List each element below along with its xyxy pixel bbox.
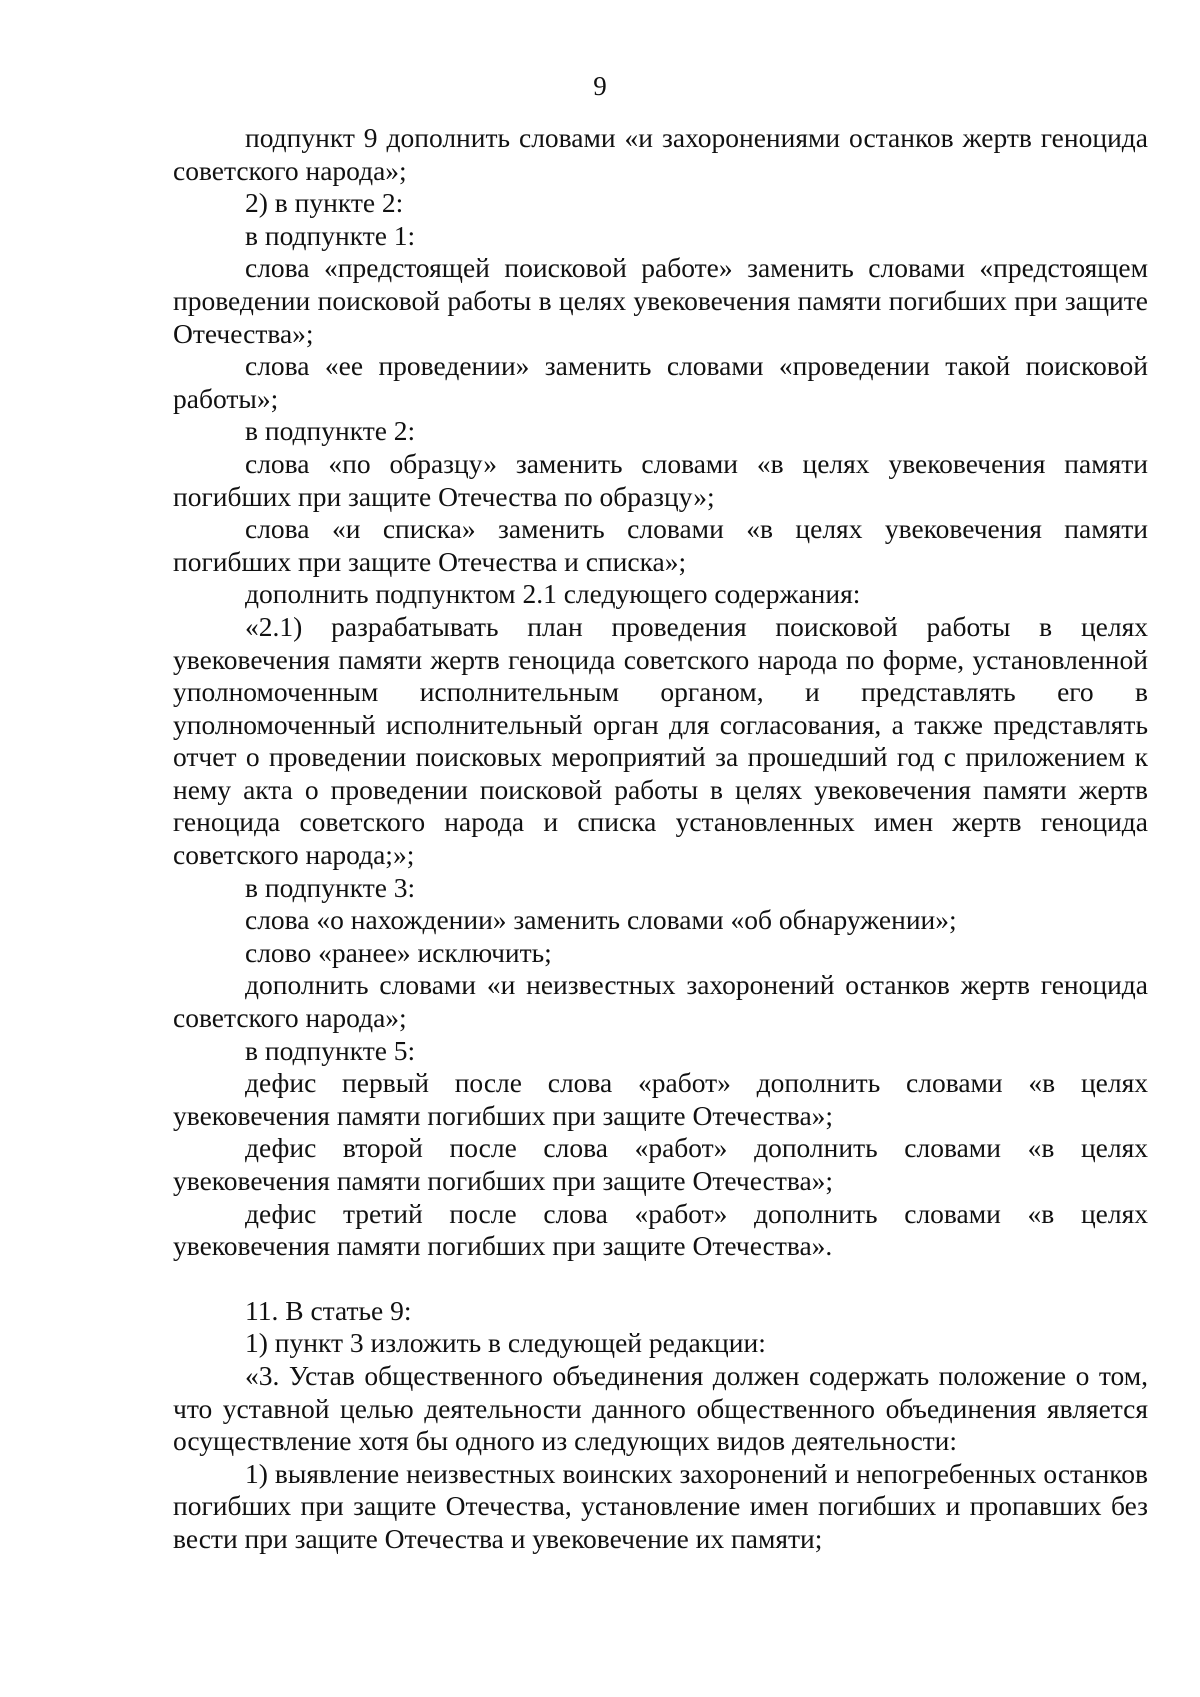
paragraph: подпункт 9 дополнить словами «и захоронениями останков жертв геноцида советского народа»; <box>173 122 1148 186</box>
paragraph: слова «и списка» заменить словами «в целях увековечения памяти погибших при защите Отечества и списка»; <box>173 513 1148 577</box>
paragraph: «2.1) разрабатывать план проведения поисковой работы в целях увековечения памяти жертв геноцида советского народа по форме, установленной уполномоченным исполнительным органом, и представлять его в уполномоченный исполнительный орган для согласования, а также представлять отчет о проведении поисковых мероприятий за прошедший год с приложением к нему акта о проведении поисковой работы в целях увековечения памяти жертв геноцида советского народа и списка установленных имен жертв геноцида советского народа;»; <box>173 610 1148 871</box>
paragraph: в подпункте 5: <box>245 1034 416 1066</box>
paragraph: дефис третий после слова «работ» дополнить словами «в целях увековечения памяти погибших при защите Отечества». <box>173 1197 1148 1262</box>
paragraph: 1) выявление неизвестных воинских захоронений и непогребенных останков погибших при защите Отечества, установление имен погибших и пропавших без вести при защите Отечества и увековечение их памяти; <box>173 1457 1148 1554</box>
paragraph: дефис второй после слова «работ» дополнить словами «в целях увековечения памяти погибших при защите Отечества»; <box>173 1132 1148 1196</box>
paragraph: в подпункте 3: <box>245 871 416 903</box>
paragraph: слова «о нахождении» заменить словами «об обнаружении»; <box>245 904 957 936</box>
paragraph: в подпункте 1: <box>245 219 416 251</box>
paragraph: дополнить словами «и неизвестных захоронений останков жертв геноцида советского народа»; <box>173 969 1148 1034</box>
paragraph: слово «ранее» исключить; <box>245 936 552 968</box>
section-heading: 11. В статье 9: <box>245 1294 412 1326</box>
paragraph: 1) пункт 3 изложить в следующей редакции: <box>245 1327 766 1359</box>
section-spacer <box>173 1263 1148 1295</box>
paragraph: слова «предстоящей поисковой работе» заменить словами «предстоящем проведении поисковой работы в целях увековечения памяти погибших при защите Отечества»; <box>173 252 1148 349</box>
document-body <box>173 122 1148 1556</box>
paragraph: в подпункте 2: <box>245 415 416 447</box>
paragraph: дополнить подпунктом 2.1 следующего содержания: <box>245 578 861 610</box>
paragraph: дефис первый после слова «работ» дополнить словами «в целях увековечения памяти погибших при защите Отечества»; <box>173 1067 1148 1131</box>
paragraph: слова «по образцу» заменить словами «в целях увековечения памяти погибших при защите Отечества по образцу»; <box>173 447 1148 512</box>
paragraph: 2) в пункте 2: <box>245 187 404 219</box>
paragraph: «3. Устав общественного объединения должен содержать положение о том, что уставной целью деятельности данного общественного объединения является осуществление хотя бы одного из следующих видов деятельности: <box>173 1359 1148 1457</box>
paragraph: слова «ее проведении» заменить словами «проведении такой поисковой работы»; <box>173 350 1148 414</box>
page-number: 9 <box>593 71 607 101</box>
